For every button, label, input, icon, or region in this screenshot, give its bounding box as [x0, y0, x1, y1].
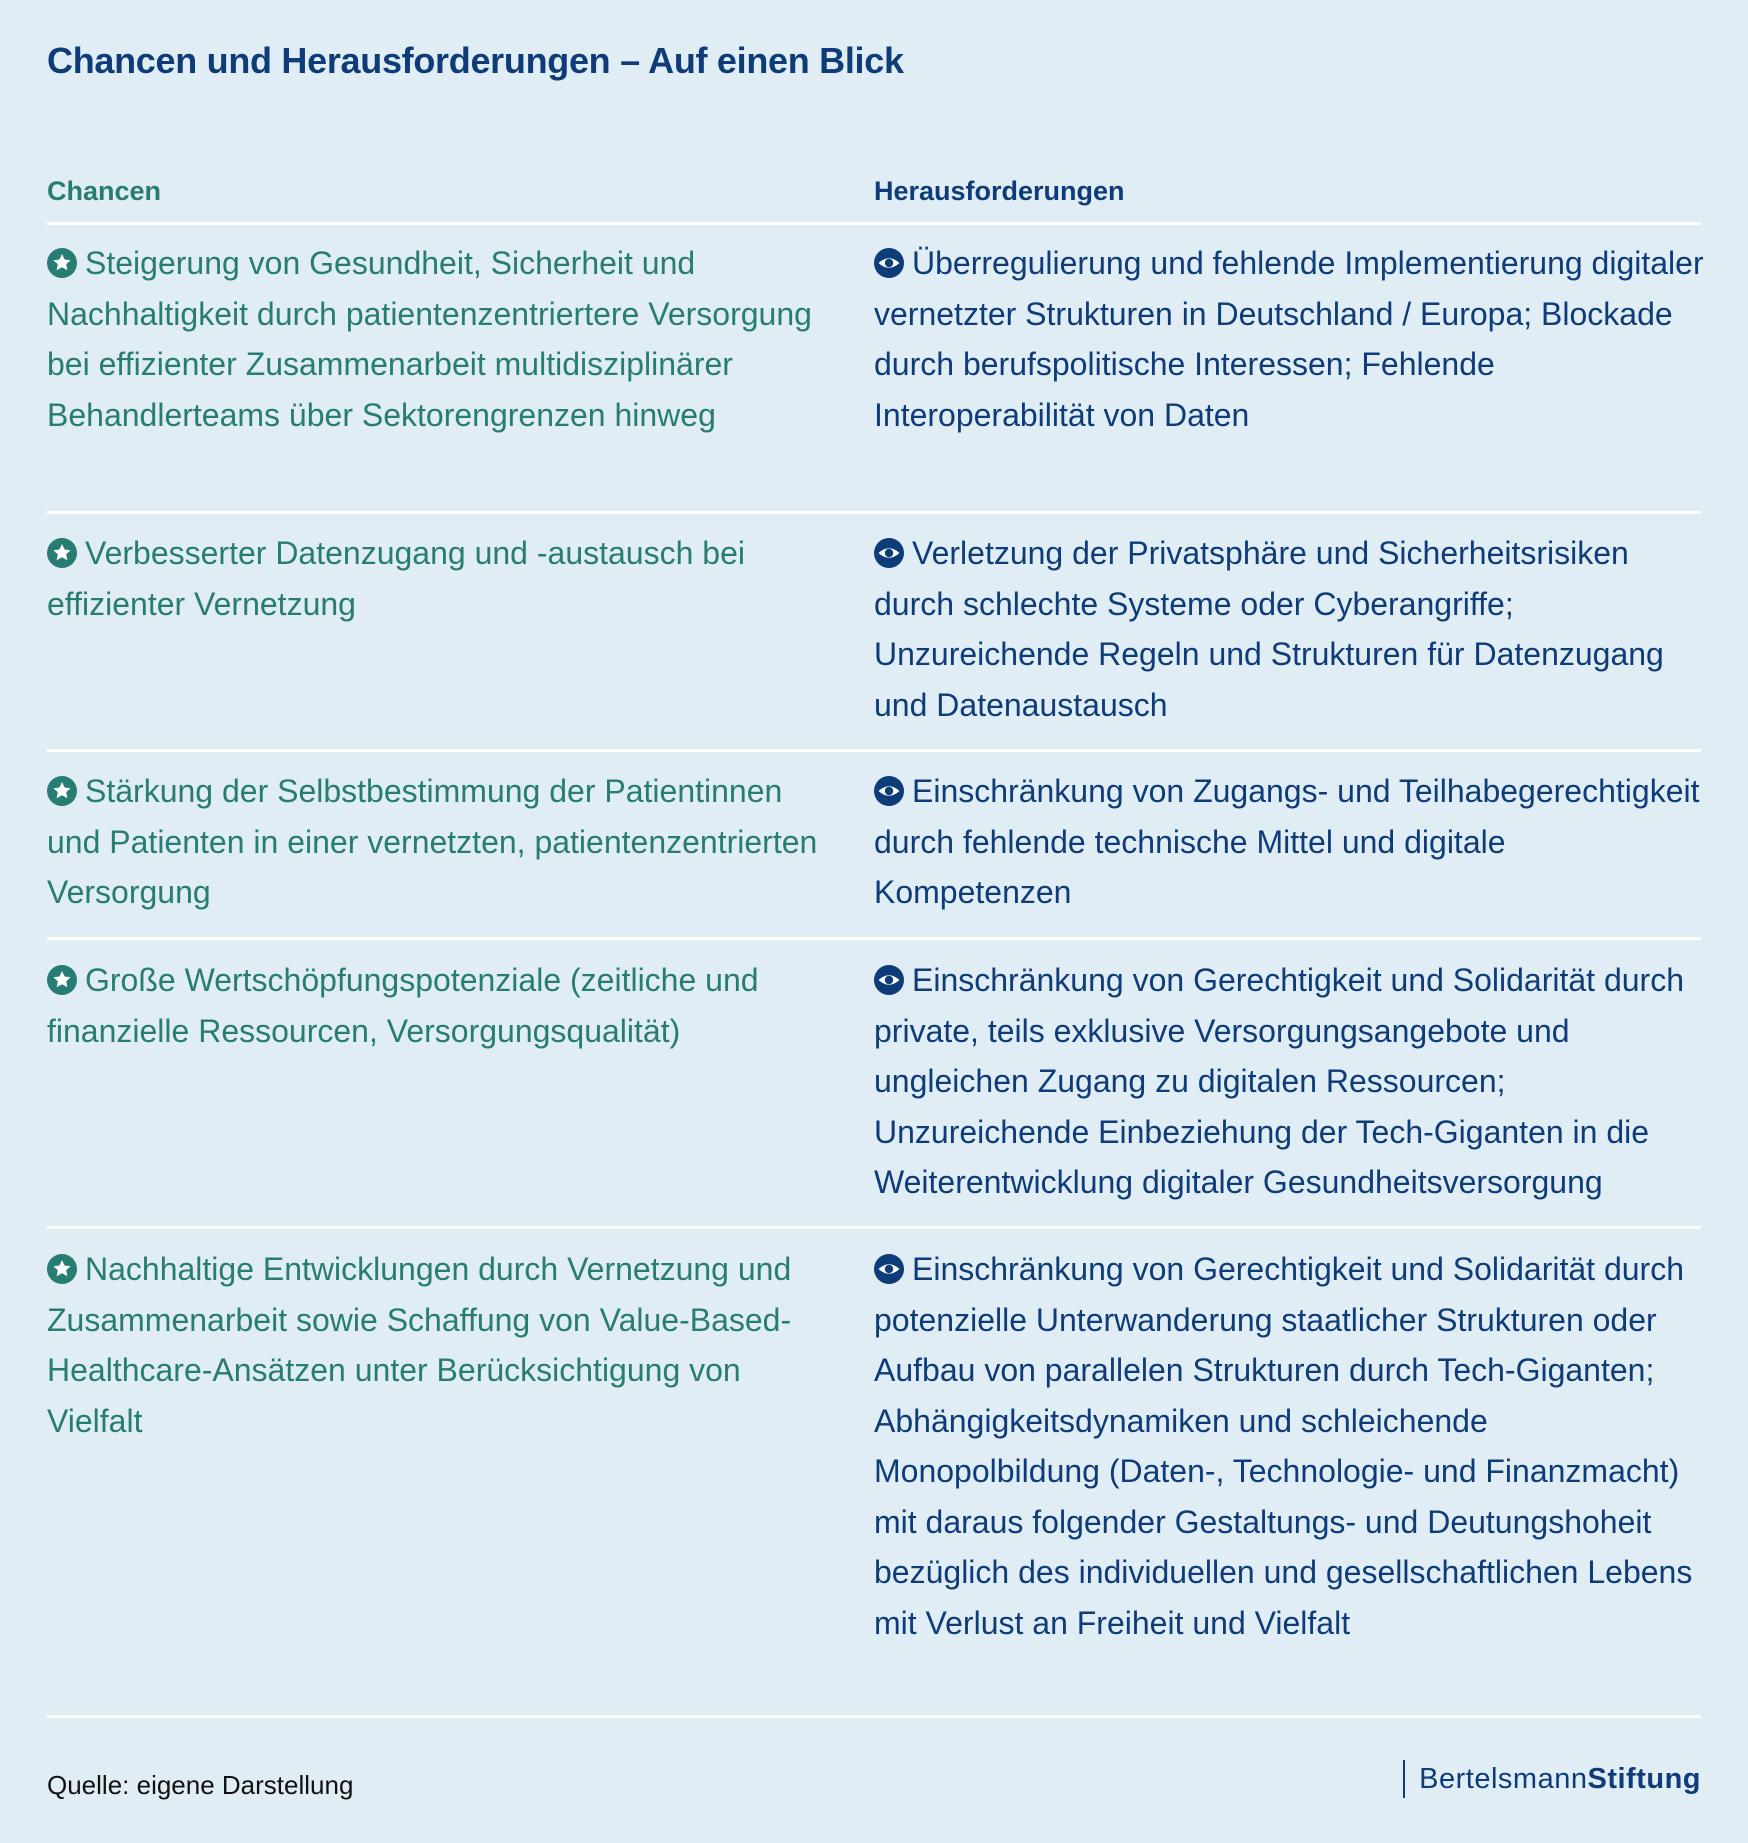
star-badge-icon	[47, 538, 77, 568]
eye-icon	[874, 538, 904, 568]
star-badge-icon	[47, 776, 77, 806]
challenge-item	[874, 528, 1704, 730]
challenge-item	[874, 238, 1704, 440]
divider	[47, 1226, 1701, 1229]
logo-text-bold: Stiftung	[1587, 1762, 1701, 1795]
divider	[47, 749, 1701, 752]
chance-text: Verbesserter Datenzugang und -austausch bei effizienter Vernetzung	[47, 535, 745, 622]
column-header-chancen: Chancen	[47, 176, 162, 206]
challenge-item	[874, 1244, 1704, 1648]
chance-text: Große Wertschöpfungspotenziale (zeitliche und finanzielle Ressourcen, Versorgungsqualität)	[47, 962, 759, 1049]
chance-item	[47, 766, 827, 918]
chance-text: Stärkung der Selbstbestimmung der Patientinnen und Patienten in einer vernetzten, patientenzentrierten Versorgung	[47, 773, 818, 910]
divider	[47, 222, 1701, 225]
challenge-text: Einschränkung von Gerechtigkeit und Solidarität durch potenzielle Unterwanderung staatlicher Strukturen oder Aufbau von parallelen Strukturen durch Tech-Giganten; Abhängigkeitsdynamiken und schleichende Monopolbildung (Daten-, Technologie- und Finanzmacht) mit daraus folgender Gestaltungs- und Deutungshoheit bezüglich des individuellen und gesellschaftlichen Lebens mit Verlust an Freiheit und Vielfalt	[874, 1251, 1693, 1641]
eye-icon	[874, 965, 904, 995]
divider	[47, 937, 1701, 940]
chance-item	[47, 238, 827, 440]
chance-text: Nachhaltige Entwicklungen durch Vernetzung und Zusammenarbeit sowie Schaffung von Value-Based-Healthcare-Ansätzen unter Berücksichtigung von Vielfalt	[47, 1251, 792, 1439]
divider	[47, 511, 1701, 514]
source-note: Quelle: eigene Darstellung	[47, 1770, 354, 1800]
chance-item	[47, 1244, 827, 1446]
star-badge-icon	[47, 965, 77, 995]
eye-icon	[874, 776, 904, 806]
chance-item	[47, 955, 827, 1056]
star-badge-icon	[47, 248, 77, 278]
challenge-text: Überregulierung und fehlende Implementierung digitaler vernetzter Strukturen in Deutschland / Europa; Blockade durch berufspolitische Interessen; Fehlende Interoperabilität von Daten	[874, 245, 1704, 433]
challenge-item	[874, 766, 1704, 918]
eye-icon	[874, 248, 904, 278]
challenge-text: Verletzung der Privatsphäre und Sicherheitsrisiken durch schlechte Systeme oder Cyberangriffe; Unzureichende Regeln und Strukturen für Datenzugang und Datenaustausch	[874, 535, 1664, 723]
star-badge-icon	[47, 1254, 77, 1284]
challenge-text: Einschränkung von Gerechtigkeit und Solidarität durch private, teils exklusive Versorgungsangebote und ungleichen Zugang zu digitalen Ressourcen; Unzureichende Einbeziehung der Tech-Giganten in die Weiterentwicklung digitaler Gesundheitsversorgung	[874, 962, 1684, 1200]
logo-text-regular: Bertelsmann	[1419, 1762, 1588, 1795]
eye-icon	[874, 1254, 904, 1284]
divider	[47, 1715, 1701, 1718]
challenge-text: Einschränkung von Zugangs- und Teilhabegerechtigkeit durch fehlende technische Mittel und digitale Kompetenzen	[874, 773, 1700, 910]
logo-bar	[1403, 1760, 1405, 1798]
challenge-item	[874, 955, 1704, 1208]
chance-text: Steigerung von Gesundheit, Sicherheit und Nachhaltigkeit durch patientenzentriertere Versorgung bei effizienter Zusammenarbeit multidisziplinärer Behandlerteams über Sektorengrenzen hinweg	[47, 245, 812, 433]
chance-item	[47, 528, 827, 629]
column-header-herausforderungen: Herausforderungen	[874, 176, 1125, 206]
page-title: Chancen und Herausforderungen – Auf einen Blick	[47, 40, 904, 81]
brand-logo	[1403, 1760, 1701, 1798]
